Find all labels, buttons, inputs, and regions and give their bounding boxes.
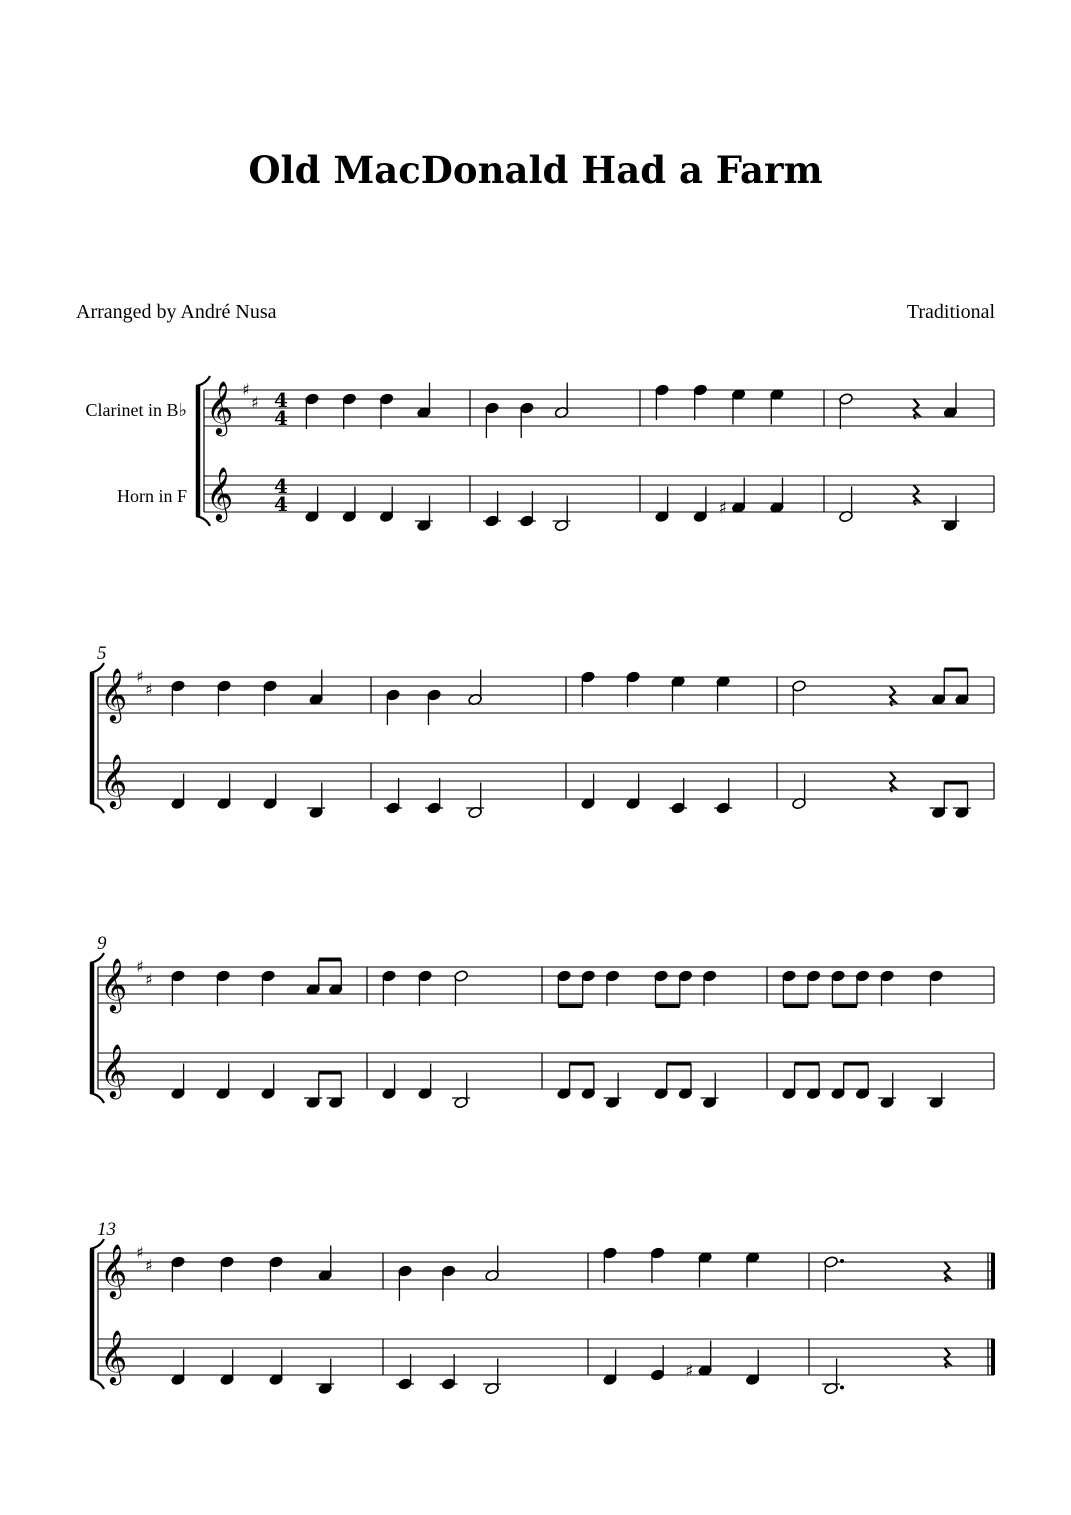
composer-credit: Traditional bbox=[906, 301, 995, 323]
quarter-rest-icon bbox=[890, 772, 895, 792]
measure-number: 13 bbox=[97, 1219, 116, 1240]
system-1 bbox=[86, 376, 994, 532]
key-sharp-c: ♯ bbox=[145, 680, 153, 699]
key-sharp-c: ♯ bbox=[145, 1256, 153, 1275]
key-sharp-f: ♯ bbox=[136, 1243, 144, 1262]
instrument-label-clarinet: Clarinet in B♭ bbox=[85, 400, 187, 420]
treble-clef-icon: 𝄞 bbox=[100, 1043, 128, 1097]
system-2 bbox=[90, 643, 994, 819]
treble-clef-icon: 𝄞 bbox=[100, 667, 128, 721]
instrument-label-horn: Horn in F bbox=[116, 486, 187, 506]
measure-number: 5 bbox=[97, 643, 107, 664]
time-signature-bottom: 4 bbox=[274, 406, 288, 430]
system-3 bbox=[90, 933, 994, 1109]
key-sharp-c: ♯ bbox=[145, 970, 153, 989]
accidental-sharp: ♯ bbox=[718, 498, 727, 519]
quarter-rest-icon bbox=[945, 1262, 950, 1282]
time-signature-bottom: 4 bbox=[274, 492, 288, 516]
treble-clef-icon: 𝄞 bbox=[100, 1243, 128, 1297]
treble-clef-icon: 𝄞 bbox=[100, 957, 128, 1011]
page-title: Old MacDonald Had a Farm bbox=[248, 148, 823, 192]
key-sharp-f: ♯ bbox=[136, 957, 144, 976]
dot bbox=[840, 1259, 844, 1263]
treble-clef-icon: 𝄞 bbox=[206, 466, 234, 520]
key-sharp-f: ♯ bbox=[136, 667, 144, 686]
quarter-rest-icon bbox=[914, 399, 919, 419]
treble-clef-icon: 𝄞 bbox=[100, 1329, 128, 1383]
quarter-rest-icon bbox=[914, 485, 919, 505]
key-sharp-f: ♯ bbox=[242, 380, 250, 399]
time-signature-top: 4 bbox=[274, 388, 288, 412]
quarter-rest-icon bbox=[890, 686, 895, 706]
quarter-rest-icon bbox=[945, 1348, 950, 1368]
key-sharp-c: ♯ bbox=[251, 393, 259, 412]
treble-clef-icon: 𝄞 bbox=[100, 753, 128, 807]
system-4 bbox=[90, 1219, 994, 1395]
measure-number: 9 bbox=[97, 933, 107, 954]
arranger-credit: Arranged by André Nusa bbox=[76, 301, 277, 323]
treble-clef-icon: 𝄞 bbox=[206, 380, 234, 434]
dot bbox=[840, 1386, 844, 1390]
accidental-sharp: ♯ bbox=[685, 1361, 694, 1382]
time-signature-top: 4 bbox=[274, 474, 288, 498]
